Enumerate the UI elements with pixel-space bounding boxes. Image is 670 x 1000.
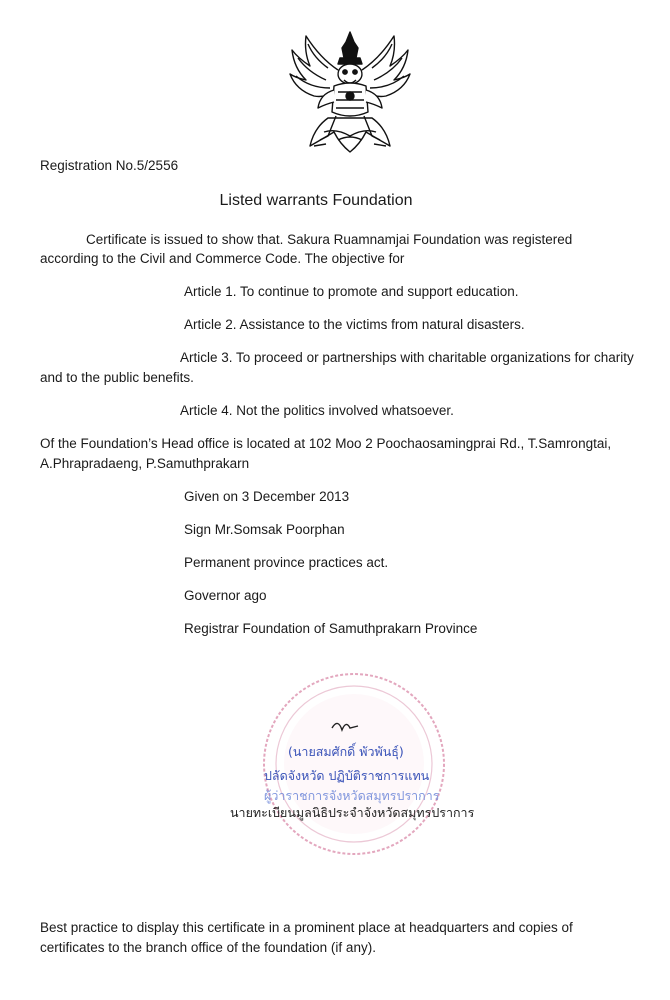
head-office-line-1: Of the Foundation’s Head office is located at 102 Moo 2 Poochaosamingprai Rd., T.Samrongtai,: [40, 436, 612, 451]
article-1: Article 1. To continue to promote and support education.: [184, 284, 519, 299]
signer-name: Sign Mr.Somsak Poorphan: [184, 522, 345, 537]
official-seal: [224, 668, 474, 863]
footer-note-line-1: Best practice to display this certificate in a prominent place at headquarters and copies of: [40, 920, 573, 935]
article-2: Article 2. Assistance to the victims from natural disasters.: [184, 317, 525, 332]
footer-note-line-2: certificates to the branch office of the foundation (if any).: [40, 940, 376, 955]
signer-position-1: Permanent province practices act.: [184, 555, 389, 570]
intro-paragraph: Certificate is issued to show that. Sakura Ruamnamjai Foundation was registered according to the Civil and Commerce Code. The objective for: [40, 232, 573, 266]
article-4: Article 4. Not the politics involved whatsoever.: [180, 403, 454, 418]
signer-position-3: Registrar Foundation of Samuthprakarn Province: [184, 621, 478, 636]
seal-name-thai: (นายสมศักดิ์ พัวพันธุ์): [288, 744, 404, 759]
document-title: Listed warrants Foundation: [219, 192, 413, 209]
given-on-date: Given on 3 December 2013: [184, 489, 350, 504]
seal-acting-thai: ผู้ว่าราชการจังหวัดสมุทรปราการ: [264, 788, 440, 803]
garuda-emblem-icon: [284, 28, 416, 158]
registration-number: Registration No.5/2556: [40, 158, 179, 173]
article-3: Article 3. To proceed or partnerships with charitable organizations for charity: [180, 350, 634, 365]
head-office-line-2: A.Phrapradaeng, P.Samuthprakarn: [40, 456, 250, 471]
seal-position-thai: ปลัดจังหวัด ปฏิบัติราชการแทน: [264, 768, 430, 783]
signer-position-2: Governor ago: [184, 588, 267, 603]
article-3-continued: and to the public benefits.: [40, 370, 194, 385]
seal-registrar-thai: นายทะเบียนมูลนิธิประจำจังหวัดสมุทรปราการ: [230, 805, 475, 820]
